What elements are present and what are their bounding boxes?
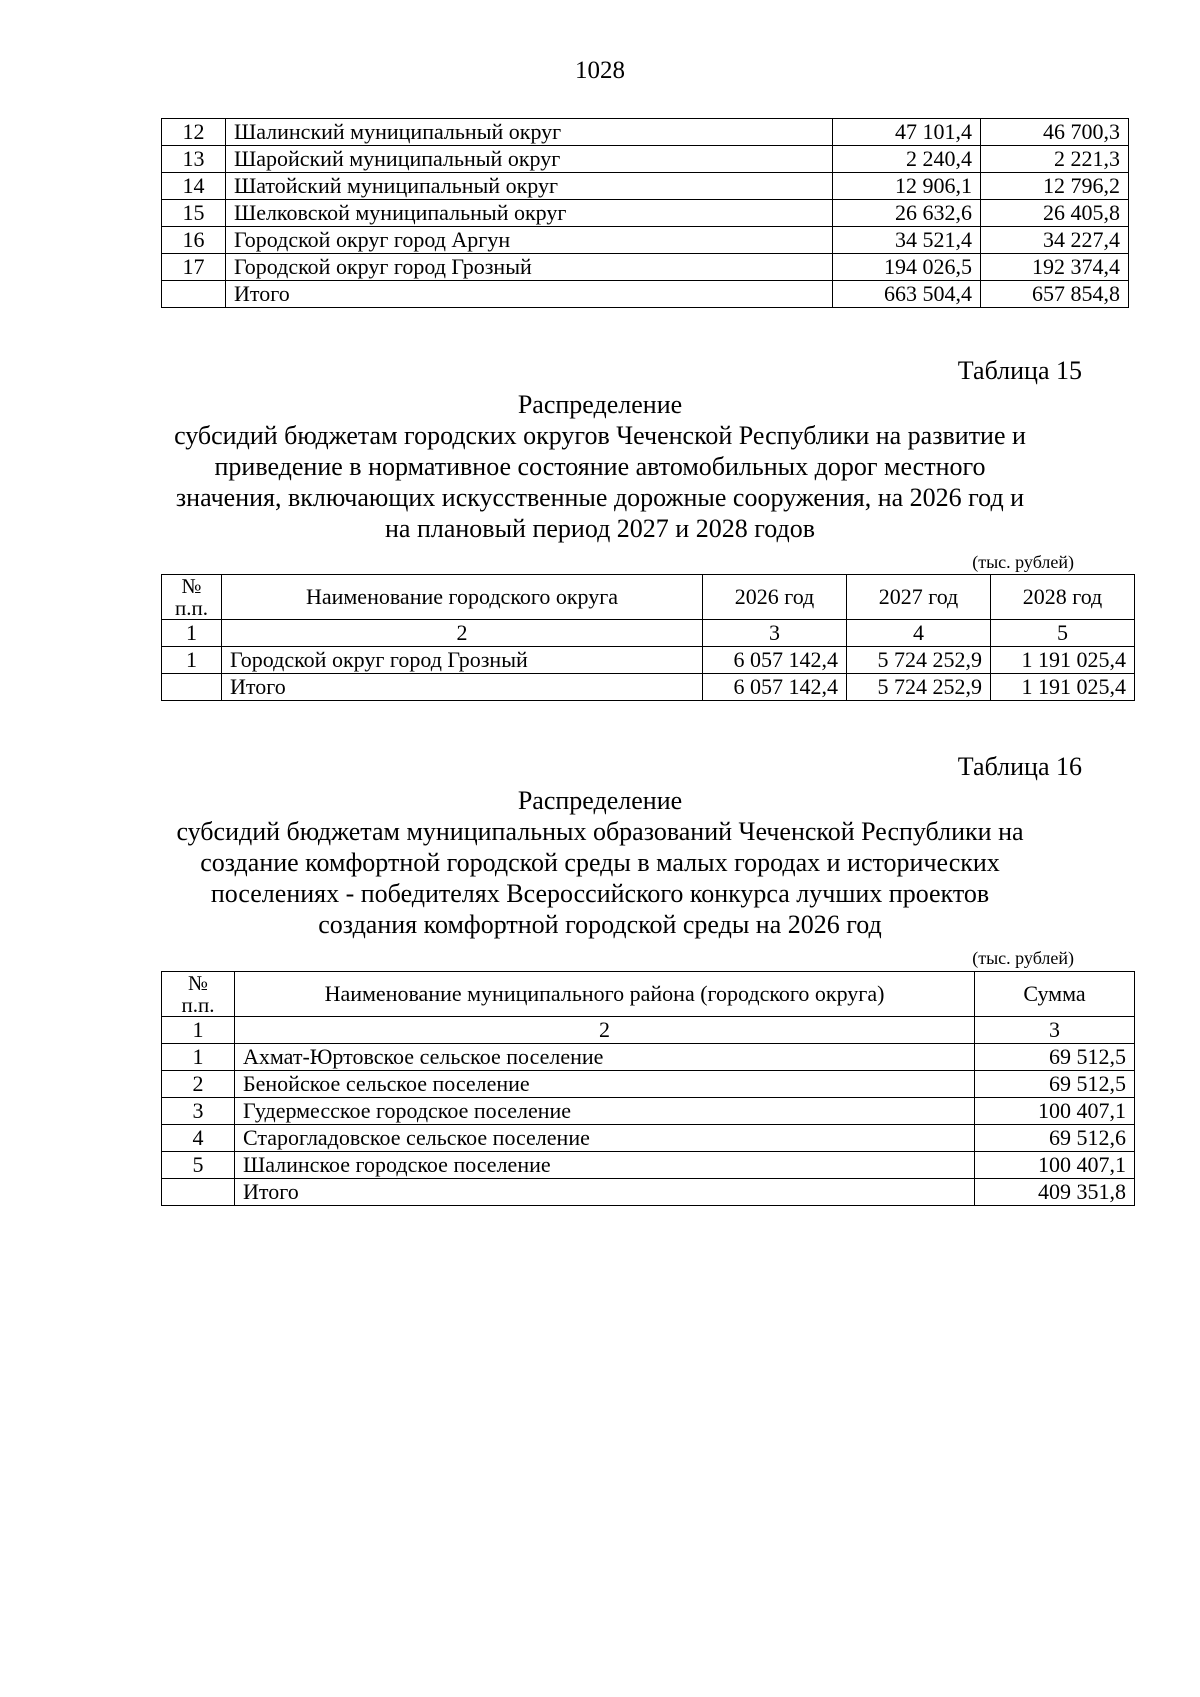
amount-cell: 69 512,6 bbox=[975, 1125, 1135, 1152]
col-number: 3 bbox=[703, 620, 847, 647]
title-line: Распределение bbox=[517, 786, 683, 815]
table-row bbox=[162, 254, 1129, 281]
total-amount: 663 504,4 bbox=[833, 281, 981, 308]
row-number: 1 bbox=[162, 1044, 235, 1071]
col-number: 4 bbox=[847, 620, 991, 647]
amount-2026: 6 057 142,4 bbox=[703, 647, 847, 674]
col-number: 3 bbox=[975, 1017, 1135, 1044]
title-line: Распределение bbox=[517, 390, 683, 419]
row-number: 3 bbox=[162, 1098, 235, 1125]
settlement-name: Шалинское городское поселение bbox=[235, 1152, 975, 1179]
amount-cell: 46 700,3 bbox=[981, 119, 1129, 146]
header-row bbox=[162, 575, 1135, 620]
district-name: Шалинский муниципальный округ bbox=[226, 119, 833, 146]
title-line: создания комфортной городской среды на 2026 год bbox=[318, 910, 882, 939]
empty-cell bbox=[162, 1179, 235, 1206]
row-number: 1 bbox=[162, 647, 222, 674]
header-num-abbr: п.п. bbox=[175, 596, 208, 620]
table-15-label: Таблица 15 bbox=[957, 356, 1082, 385]
total-amount: 409 351,8 bbox=[975, 1179, 1135, 1206]
total-label: Итого bbox=[222, 674, 703, 701]
col-header-2026: 2026 год bbox=[703, 575, 847, 620]
table-row bbox=[162, 1098, 1135, 1125]
amount-cell: 26 632,6 bbox=[833, 200, 981, 227]
amount-cell: 69 512,5 bbox=[975, 1071, 1135, 1098]
amount-2027: 5 724 252,9 bbox=[847, 647, 991, 674]
col-number: 1 bbox=[162, 1017, 235, 1044]
settlement-name: Ахмат-Юртовское сельское поселение bbox=[235, 1044, 975, 1071]
table-row bbox=[162, 173, 1129, 200]
total-row bbox=[162, 281, 1129, 308]
title-line: приведение в нормативное состояние автомобильных дорог местного bbox=[214, 452, 986, 481]
table-row bbox=[162, 1044, 1135, 1071]
amount-cell: 34 521,4 bbox=[833, 227, 981, 254]
table-14-continued bbox=[161, 118, 1129, 308]
empty-cell bbox=[162, 281, 226, 308]
col-header-num bbox=[162, 972, 235, 1017]
table-16-label: Таблица 16 bbox=[957, 752, 1082, 781]
col-number: 2 bbox=[235, 1017, 975, 1044]
amount-cell: 12 906,1 bbox=[833, 173, 981, 200]
amount-cell: 192 374,4 bbox=[981, 254, 1129, 281]
amount-cell: 26 405,8 bbox=[981, 200, 1129, 227]
header-num-sign: № bbox=[187, 971, 209, 995]
col-number: 1 bbox=[162, 620, 222, 647]
district-name: Шаройский муниципальный округ bbox=[226, 146, 833, 173]
amount-cell: 2 240,4 bbox=[833, 146, 981, 173]
title-line: на плановый период 2027 и 2028 годов bbox=[385, 514, 815, 543]
amount-cell: 2 221,3 bbox=[981, 146, 1129, 173]
district-name: Городской округ город Аргун bbox=[226, 227, 833, 254]
total-amount: 657 854,8 bbox=[981, 281, 1129, 308]
total-2028: 1 191 025,4 bbox=[991, 674, 1135, 701]
row-number: 16 bbox=[162, 227, 226, 254]
col-header-name: Наименование муниципального района (городского округа) bbox=[235, 972, 975, 1017]
table-row bbox=[162, 1125, 1135, 1152]
header-row bbox=[162, 972, 1135, 1017]
table-row bbox=[162, 1152, 1135, 1179]
table-16 bbox=[161, 971, 1135, 1206]
row-number: 2 bbox=[162, 1071, 235, 1098]
header-num-sign: № bbox=[181, 574, 202, 598]
district-name: Шелковской муниципальный округ bbox=[226, 200, 833, 227]
table-row bbox=[162, 146, 1129, 173]
amount-2028: 1 191 025,4 bbox=[991, 647, 1135, 674]
district-name: Шатойский муниципальный округ bbox=[226, 173, 833, 200]
table-row bbox=[162, 227, 1129, 254]
total-2027: 5 724 252,9 bbox=[847, 674, 991, 701]
amount-cell: 47 101,4 bbox=[833, 119, 981, 146]
page-number: 1028 bbox=[575, 57, 625, 84]
col-header-sum: Сумма bbox=[975, 972, 1135, 1017]
empty-cell bbox=[162, 674, 222, 701]
table-row bbox=[162, 200, 1129, 227]
district-name: Городской округ город Грозный bbox=[222, 647, 703, 674]
district-name: Городской округ город Грозный bbox=[226, 254, 833, 281]
col-header-num bbox=[162, 575, 222, 620]
amount-cell: 34 227,4 bbox=[981, 227, 1129, 254]
table-15 bbox=[161, 574, 1135, 701]
total-label: Итого bbox=[226, 281, 833, 308]
total-row bbox=[162, 674, 1135, 701]
col-header-name: Наименование городского округа bbox=[222, 575, 703, 620]
amount-cell: 69 512,5 bbox=[975, 1044, 1135, 1071]
table-15-title bbox=[150, 389, 1050, 544]
total-label: Итого bbox=[235, 1179, 975, 1206]
total-row bbox=[162, 1179, 1135, 1206]
title-line: поселениях - победителях Всероссийского конкурса лучших проектов bbox=[210, 879, 990, 908]
row-number: 12 bbox=[162, 119, 226, 146]
col-header-2027: 2027 год bbox=[847, 575, 991, 620]
row-number: 14 bbox=[162, 173, 226, 200]
column-number-row bbox=[162, 620, 1135, 647]
row-number: 4 bbox=[162, 1125, 235, 1152]
amount-cell: 100 407,1 bbox=[975, 1098, 1135, 1125]
col-number: 2 bbox=[222, 620, 703, 647]
settlement-name: Бенойское сельское поселение bbox=[235, 1071, 975, 1098]
total-2026: 6 057 142,4 bbox=[703, 674, 847, 701]
row-number: 15 bbox=[162, 200, 226, 227]
col-header-2028: 2028 год bbox=[991, 575, 1135, 620]
table-row bbox=[162, 1071, 1135, 1098]
title-line: субсидий бюджетам городских округов Чеченской Республики на развитие и bbox=[174, 421, 1026, 450]
row-number: 13 bbox=[162, 146, 226, 173]
table-15-units: (тыс. рублей) bbox=[972, 552, 1074, 572]
amount-cell: 100 407,1 bbox=[975, 1152, 1135, 1179]
table-row bbox=[162, 119, 1129, 146]
row-number: 5 bbox=[162, 1152, 235, 1179]
title-line: значения, включающих искусственные дорожные сооружения, на 2026 год и bbox=[175, 483, 1025, 512]
settlement-name: Старогладовское сельское поселение bbox=[235, 1125, 975, 1152]
table-16-title bbox=[150, 785, 1050, 940]
title-line: субсидий бюджетам муниципальных образований Чеченской Республики на bbox=[176, 817, 1024, 846]
table-16-units: (тыс. рублей) bbox=[972, 948, 1074, 968]
table-row bbox=[162, 647, 1135, 674]
column-number-row bbox=[162, 1017, 1135, 1044]
amount-cell: 194 026,5 bbox=[833, 254, 981, 281]
settlement-name: Гудермесское городское поселение bbox=[235, 1098, 975, 1125]
amount-cell: 12 796,2 bbox=[981, 173, 1129, 200]
title-line: создание комфортной городской среды в малых городах и исторических bbox=[200, 848, 1000, 877]
row-number: 17 bbox=[162, 254, 226, 281]
header-num-abbr: п.п. bbox=[181, 993, 215, 1017]
col-number: 5 bbox=[991, 620, 1135, 647]
